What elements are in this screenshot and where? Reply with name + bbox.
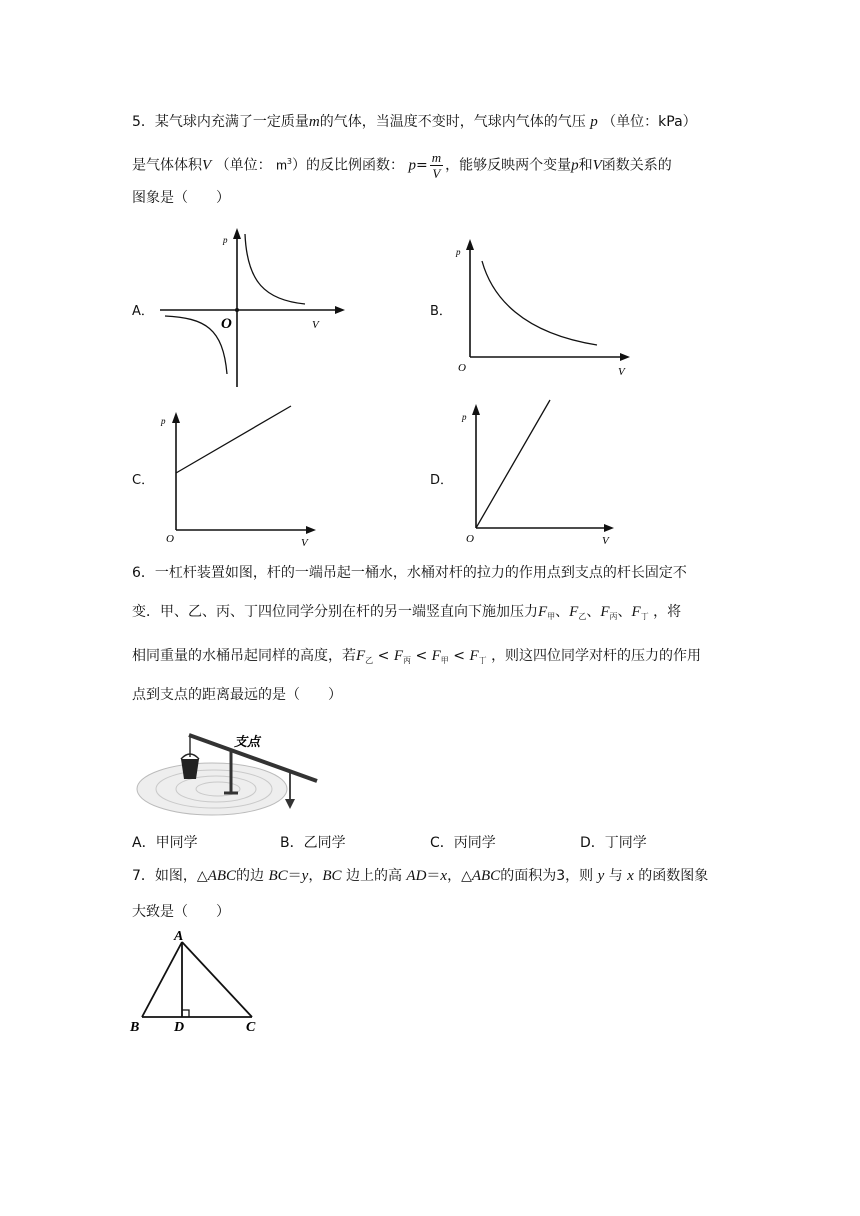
subscript: 丙 bbox=[402, 656, 411, 665]
text: （单位： bbox=[215, 157, 272, 174]
var-ABC: ABC bbox=[207, 868, 237, 884]
q6-choice-a: A．甲同学 bbox=[132, 835, 198, 851]
less-than: < bbox=[453, 648, 465, 664]
fulcrum-label: 支点 bbox=[234, 735, 261, 750]
fraction-numerator: m bbox=[431, 150, 442, 165]
origin-label: O bbox=[458, 362, 466, 374]
y-axis-label: p bbox=[462, 412, 467, 422]
var-AD: AD bbox=[406, 868, 427, 884]
vertex-a-label: A bbox=[174, 929, 184, 944]
q6-choice-b: B．乙同学 bbox=[280, 835, 346, 851]
var-V: V bbox=[592, 157, 602, 174]
subscript: 乙 bbox=[578, 612, 587, 621]
text: 5．某气球内充满了一定质量 bbox=[132, 114, 309, 130]
var-F: F bbox=[469, 648, 479, 664]
subscript: 乙 bbox=[365, 656, 374, 665]
hyperbola-branch-3 bbox=[165, 316, 227, 374]
text: 与 bbox=[608, 868, 623, 884]
x-axis-label: V bbox=[312, 319, 319, 331]
equals: ＝ bbox=[426, 868, 441, 884]
origin-label: O bbox=[466, 533, 474, 545]
text: 边上的高 bbox=[345, 868, 402, 884]
option-b-label: B． bbox=[430, 304, 452, 319]
var-y: y bbox=[301, 868, 309, 884]
subscript: 甲 bbox=[547, 612, 556, 621]
graph-d bbox=[458, 400, 628, 550]
q5-line-3: 图象是（ ） bbox=[132, 190, 230, 206]
unit-exponent: 3 bbox=[286, 156, 293, 166]
hyperbola-curve bbox=[482, 261, 597, 345]
text: ，将 bbox=[653, 604, 682, 620]
bucket-icon bbox=[181, 759, 199, 779]
formula-fraction bbox=[430, 150, 443, 181]
q7-line-1: 7．如图，△ABC的边 BC＝y，BC 边上的高 AD＝x，△ABC的面积为3，则 y 与 x 的函数图象 bbox=[132, 868, 709, 884]
side-ab bbox=[142, 942, 182, 1017]
hyperbola-branch-1 bbox=[245, 234, 305, 304]
q6-choice-d: D．丁同学 bbox=[580, 835, 647, 851]
var-BC: BC bbox=[322, 868, 342, 884]
lever-figure bbox=[134, 723, 324, 823]
subscript: 丁 bbox=[478, 656, 487, 665]
side-ac bbox=[182, 942, 252, 1017]
comma: ， bbox=[308, 868, 323, 884]
var-F: F bbox=[431, 648, 441, 664]
text: ，则这四位同学对杆的压力的作用 bbox=[491, 648, 702, 664]
text: 的面积为3，则 bbox=[500, 868, 594, 884]
separator: 、 bbox=[617, 604, 632, 620]
q7-line-2: 大致是（ ） bbox=[132, 904, 230, 920]
y-axis-arrow-icon bbox=[472, 404, 480, 415]
q6-choice-c: C．丙同学 bbox=[430, 835, 496, 851]
text: ）的反比例函数： bbox=[292, 157, 405, 174]
pond-ground bbox=[137, 763, 287, 815]
formula-equals: = bbox=[415, 157, 428, 174]
less-than: < bbox=[377, 648, 390, 664]
var-ABC: ABC bbox=[471, 868, 501, 884]
x-axis-arrow-icon bbox=[306, 526, 316, 534]
text: 相同重量的水桶吊起同样的高度，若 bbox=[132, 648, 356, 664]
var-F: F bbox=[393, 648, 403, 664]
var-F: F bbox=[538, 604, 548, 620]
var-BC: BC bbox=[268, 868, 288, 884]
text: 函数关系的 bbox=[601, 157, 672, 174]
subscript: 甲 bbox=[440, 656, 449, 665]
origin-label: O bbox=[221, 316, 232, 332]
x-axis-arrow-icon bbox=[604, 524, 614, 532]
option-c-label: C． bbox=[132, 473, 155, 488]
fraction-denominator: V bbox=[432, 166, 441, 181]
text: 的边 bbox=[236, 868, 265, 884]
x-axis-label: V bbox=[618, 366, 625, 378]
text: 的函数图象 bbox=[638, 868, 709, 884]
q6-line-4: 点到支点的距离最远的是（ ） bbox=[132, 687, 342, 703]
var-F: F bbox=[356, 648, 366, 664]
graph-b bbox=[452, 235, 642, 385]
var-F: F bbox=[631, 604, 641, 620]
separator: 、 bbox=[586, 604, 601, 620]
graph-a bbox=[155, 222, 355, 392]
linear-function-line bbox=[176, 406, 291, 473]
q5-line-2 bbox=[132, 150, 672, 181]
x-axis-label: V bbox=[602, 535, 609, 547]
text: 是气体体积 bbox=[132, 157, 202, 174]
origin-point bbox=[235, 308, 239, 312]
y-axis-label: p bbox=[161, 416, 166, 426]
text: 的气体，当温度不变时，气球内气体的气压 bbox=[319, 114, 586, 130]
unit-m: m bbox=[276, 157, 287, 173]
q6-line-1: 6．一杠杆装置如图，杆的一端吊起一桶水，水桶对杆的拉力的作用点到支点的杆长固定不 bbox=[132, 565, 687, 581]
var-F: F bbox=[569, 604, 579, 620]
origin-label: O bbox=[166, 533, 174, 545]
subscript: 丙 bbox=[609, 612, 618, 621]
proportional-function-line bbox=[476, 400, 550, 528]
vertex-b-label: B bbox=[130, 1020, 140, 1035]
text: （单位：kPa） bbox=[602, 114, 697, 130]
separator: 、 bbox=[555, 604, 570, 620]
var-V: V bbox=[202, 157, 212, 174]
x-axis-arrow-icon bbox=[335, 306, 345, 314]
y-axis-label: p bbox=[456, 247, 461, 257]
var-x: x bbox=[440, 868, 448, 884]
y-axis-arrow-icon bbox=[233, 228, 241, 239]
option-d-label: D． bbox=[430, 473, 454, 488]
x-axis-arrow-icon bbox=[620, 353, 630, 361]
vertex-c-label: C bbox=[246, 1020, 256, 1035]
var-m: m bbox=[308, 114, 320, 130]
text: 变．甲、乙、丙、丁四位同学分别在杆的另一端竖直向下施加压力 bbox=[132, 604, 538, 620]
y-axis-arrow-icon bbox=[466, 239, 474, 250]
q6-line-3 bbox=[132, 646, 701, 671]
var-p: p bbox=[590, 114, 598, 130]
var-p: p bbox=[571, 157, 579, 174]
var-x: x bbox=[627, 868, 634, 884]
y-axis-label: p bbox=[223, 235, 228, 245]
x-axis-label: V bbox=[301, 537, 308, 549]
y-axis-arrow-icon bbox=[172, 412, 180, 423]
force-arrow-down-icon bbox=[285, 799, 295, 809]
var-y: y bbox=[597, 868, 605, 884]
text: ，能够反映两个变量 bbox=[445, 157, 572, 174]
triangle-figure bbox=[128, 928, 268, 1038]
subscript: 丁 bbox=[640, 612, 649, 621]
graph-c bbox=[158, 400, 328, 550]
foot-d-label: D bbox=[174, 1020, 185, 1035]
less-than: < bbox=[415, 648, 428, 664]
var-F: F bbox=[600, 604, 610, 620]
right-angle-mark bbox=[182, 1010, 189, 1017]
comma: ， bbox=[447, 868, 462, 884]
equals: ＝ bbox=[287, 868, 302, 884]
text: 7．如图，△ bbox=[132, 868, 208, 884]
q5-line-1 bbox=[132, 112, 697, 132]
option-a-label: A． bbox=[132, 304, 154, 319]
formula-p: p bbox=[408, 157, 416, 174]
text: 和 bbox=[578, 157, 593, 174]
q6-line-2 bbox=[132, 602, 681, 627]
